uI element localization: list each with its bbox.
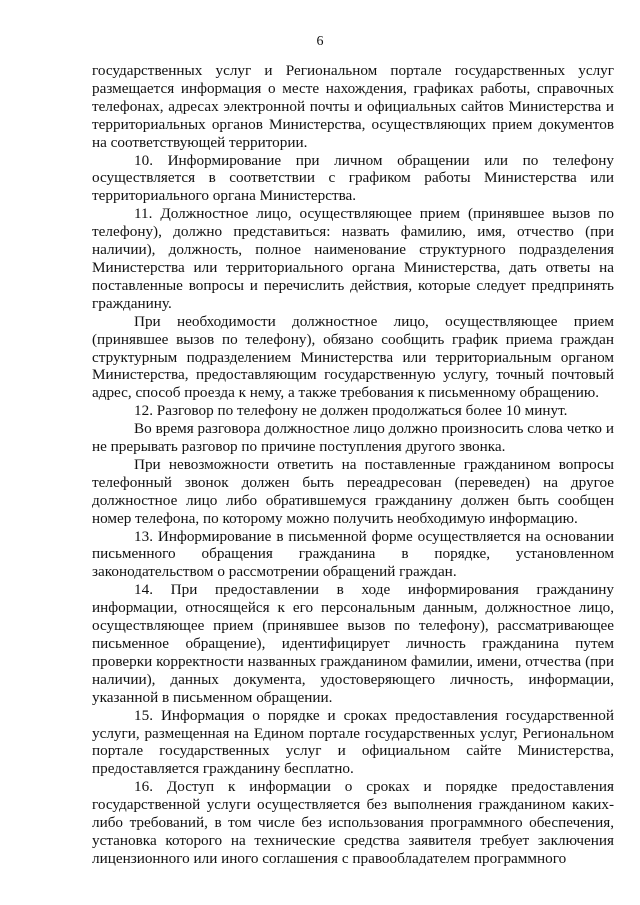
paragraph-15: 15. Информация о порядке и сроках предоставления государственной услуги, размещенная на Едином портале государственных услуг, Региональном портале государственных услуг и официальном сайте Министерства, предоставляется гражданину бесплатно. xyxy=(92,706,614,778)
page-number: 6 xyxy=(316,34,324,49)
paragraph-11: 11. Должностное лицо, осуществляющее прием (принявшее вызов по телефону), должно представиться: назвать фамилию, имя, отчество (при наличии), должность, полное наименование структурного подразделения Министерства или территориального органа Министерства, дать ответы на поставленные вопросы и перечислить действия, которые следует предпринять гражданину. xyxy=(92,205,614,312)
paragraph-10: 10. Информирование при личном обращении или по телефону осуществляется в соответствии с графиком работы Министерства или территориального органа Министерства. xyxy=(92,151,614,205)
document-body xyxy=(92,62,614,868)
paragraph-11-schedule: При необходимости должностное лицо, осуществляющее прием (принявшее вызов по телефону), обязано сообщить график приема граждан структурным подразделением Министерства или территориальным органом Министерства, предоставляющим государственную услугу, точный почтовый адрес, способ проезда к нему, а также требования к письменному обращению. xyxy=(92,312,614,402)
paragraph-14: 14. При предоставлении в ходе информирования гражданину информации, относящейся к его персональным данным, должностное лицо, осуществляющее прием (принявшее вызов по телефону), рассматривающее письменное обращение), идентифицирует личность гражданина путем проверки корректности названных гражданином фамилии, имени, отчества (при наличии), данных документа, удостоверяющего личность, информации, указанной в письменном обращении. xyxy=(92,581,614,706)
paragraph-12: 12. Разговор по телефону не должен продолжаться более 10 минут. xyxy=(134,402,568,420)
paragraph-12-conversation: Во время разговора должностное лицо должно произносить слова четко и не прерывать разговор по причине поступления другого звонка. xyxy=(92,420,614,456)
paragraph-12-redirect: При невозможности ответить на поставленные гражданином вопросы телефонный звонок должен быть переадресован (переведен) на другое должностное лицо либо обратившемуся гражданину должен быть сообщен номер телефона, по которому можно получить необходимую информацию. xyxy=(92,455,614,527)
paragraph-13: 13. Информирование в письменной форме осуществляется на основании письменного обращения гражданина в порядке, установленном законодательством о рассмотрении обращений граждан. xyxy=(92,527,614,581)
paragraph-16: 16. Доступ к информации о сроках и порядке предоставления государственной услуги осуществляется без выполнения гражданином каких-либо требований, в том числе без использования программного обеспечения, установка которого на технические средства заявителя требует заключения лицензионного или иного соглашения с правообладателем программного xyxy=(92,778,614,867)
paragraph-continuation: государственных услуг и Региональном портале государственных услуг размещается информация о месте нахождения, графиках работы, справочных телефонах, адресах электронной почты и официальных сайтов Министерства и территориальных органов Министерства, осуществляющих прием документов на соответствующей территории. xyxy=(92,62,614,151)
